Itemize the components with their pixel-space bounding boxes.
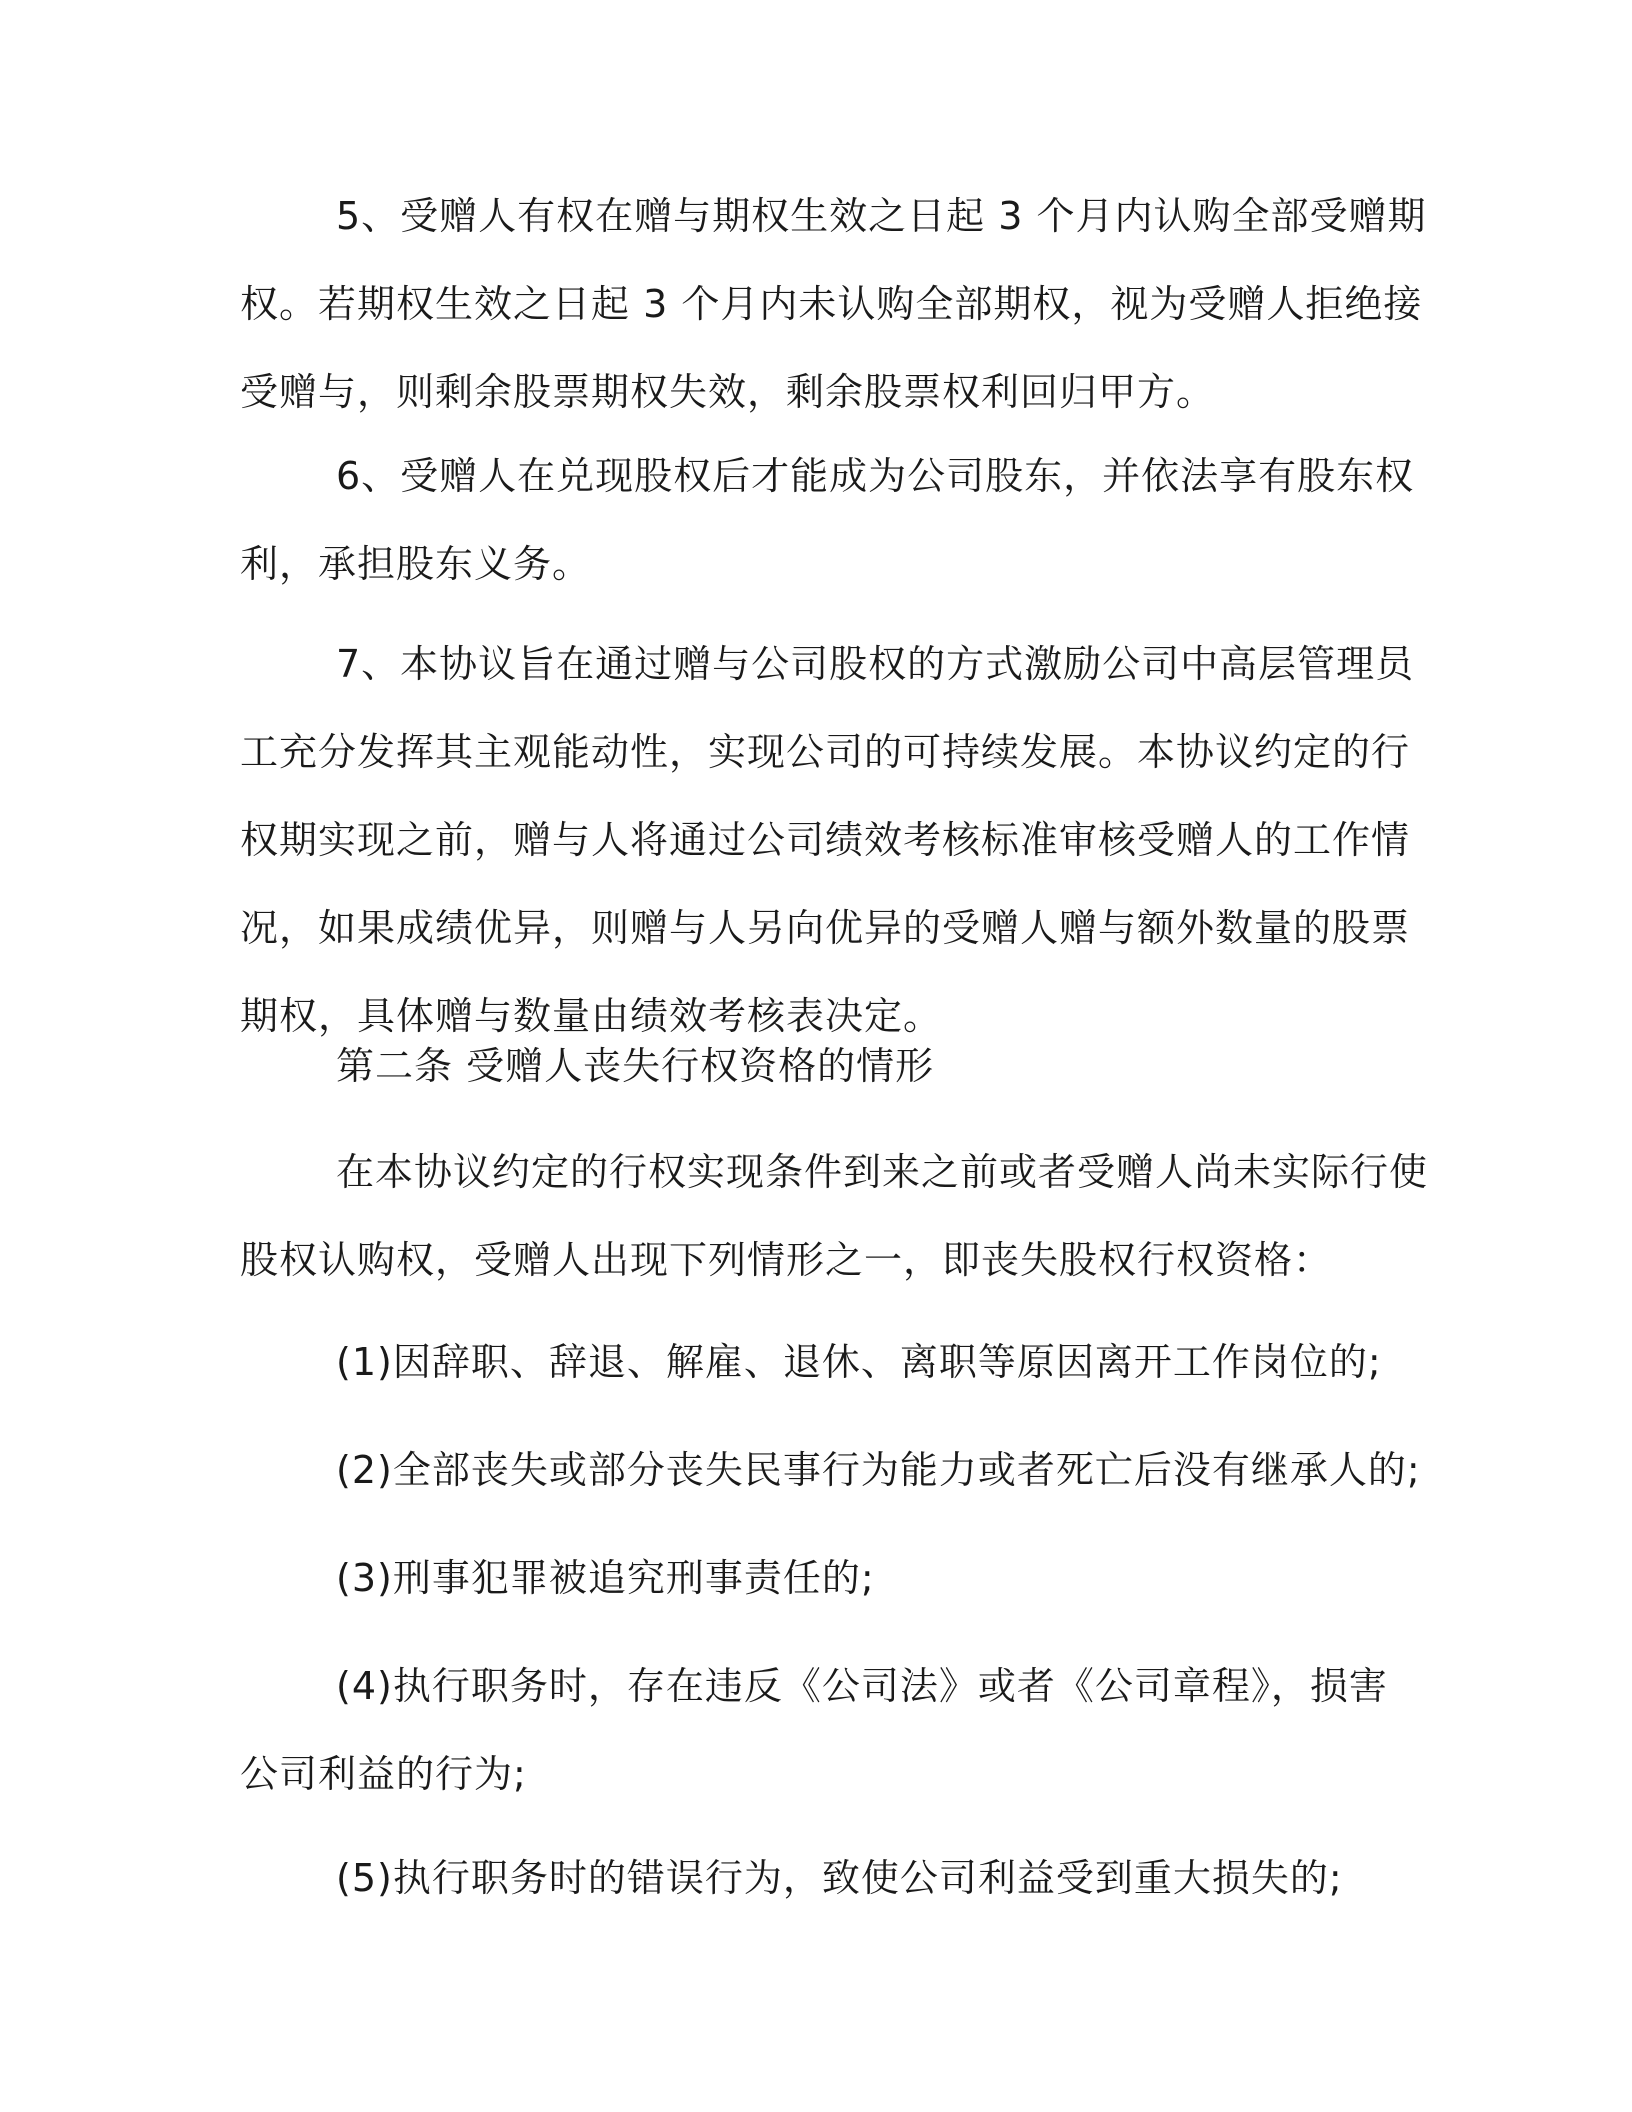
paragraph-clause-6 xyxy=(240,432,1415,608)
text-line: 期权，具体赠与数量由绩效考核表决定。 xyxy=(240,994,943,1038)
text-line: 工充分发挥其主观能动性，实现公司的可持续发展。本协议约定的行 xyxy=(240,730,1411,774)
text-line: 利，承担股东义务。 xyxy=(240,542,592,586)
list-item-2 xyxy=(240,1426,1421,1514)
paragraph-clause-5 xyxy=(240,172,1427,436)
text-line: 股权认购权，受赠人出现下列情形之一，即丧失股权行权资格： xyxy=(240,1238,1333,1282)
list-item-1 xyxy=(240,1318,1380,1406)
text-line: 在本协议约定的行权实现条件到来之前或者受赠人尚未实际行使 xyxy=(336,1150,1429,1194)
text-line: 权期实现之前，赠与人将通过公司绩效考核标准审核受赠人的工作情 xyxy=(240,818,1411,862)
list-item-4 xyxy=(240,1642,1388,1818)
list-item-3 xyxy=(240,1534,1380,1622)
text-line: 公司利益的行为; xyxy=(240,1752,527,1796)
text-line: (1)因辞职、辞退、解雇、退休、离职等原因离开工作岗位的; xyxy=(336,1340,1382,1384)
section-heading-article-2 xyxy=(240,1022,1380,1110)
text-line: (5)执行职务时的错误行为，致使公司利益受到重大损失的; xyxy=(336,1856,1343,1900)
text-line: 况，如果成绩优异，则赠与人另向优异的受赠人赠与额外数量的股票 xyxy=(240,906,1411,950)
text-line: (2)全部丧失或部分丧失民事行为能力或者死亡后没有继承人的; xyxy=(336,1448,1421,1492)
text-line: 权。若期权生效之日起 3 个月内未认购全部期权，视为受赠人拒绝接 xyxy=(240,282,1423,326)
text-line: 5、受赠人有权在赠与期权生效之日起 3 个月内认购全部受赠期 xyxy=(336,194,1427,238)
text-line: 第二条 受赠人丧失行权资格的情形 xyxy=(336,1044,935,1088)
text-line: 6、受赠人在兑现股权后才能成为公司股东，并依法享有股东权 xyxy=(336,454,1415,498)
text-line: (3)刑事犯罪被追究刑事责任的; xyxy=(336,1556,875,1600)
list-item-5 xyxy=(240,1834,1380,1922)
text-line: (4)执行职务时，存在违反《公司法》或者《公司章程》，损害 xyxy=(336,1664,1388,1708)
paragraph-intro xyxy=(240,1128,1429,1304)
paragraph-clause-7 xyxy=(240,620,1415,1060)
text-line: 受赠与，则剩余股票期权失效，剩余股票权利回归甲方。 xyxy=(240,370,1216,414)
text-line: 7、本协议旨在通过赠与公司股权的方式激励公司中高层管理员 xyxy=(336,642,1415,686)
